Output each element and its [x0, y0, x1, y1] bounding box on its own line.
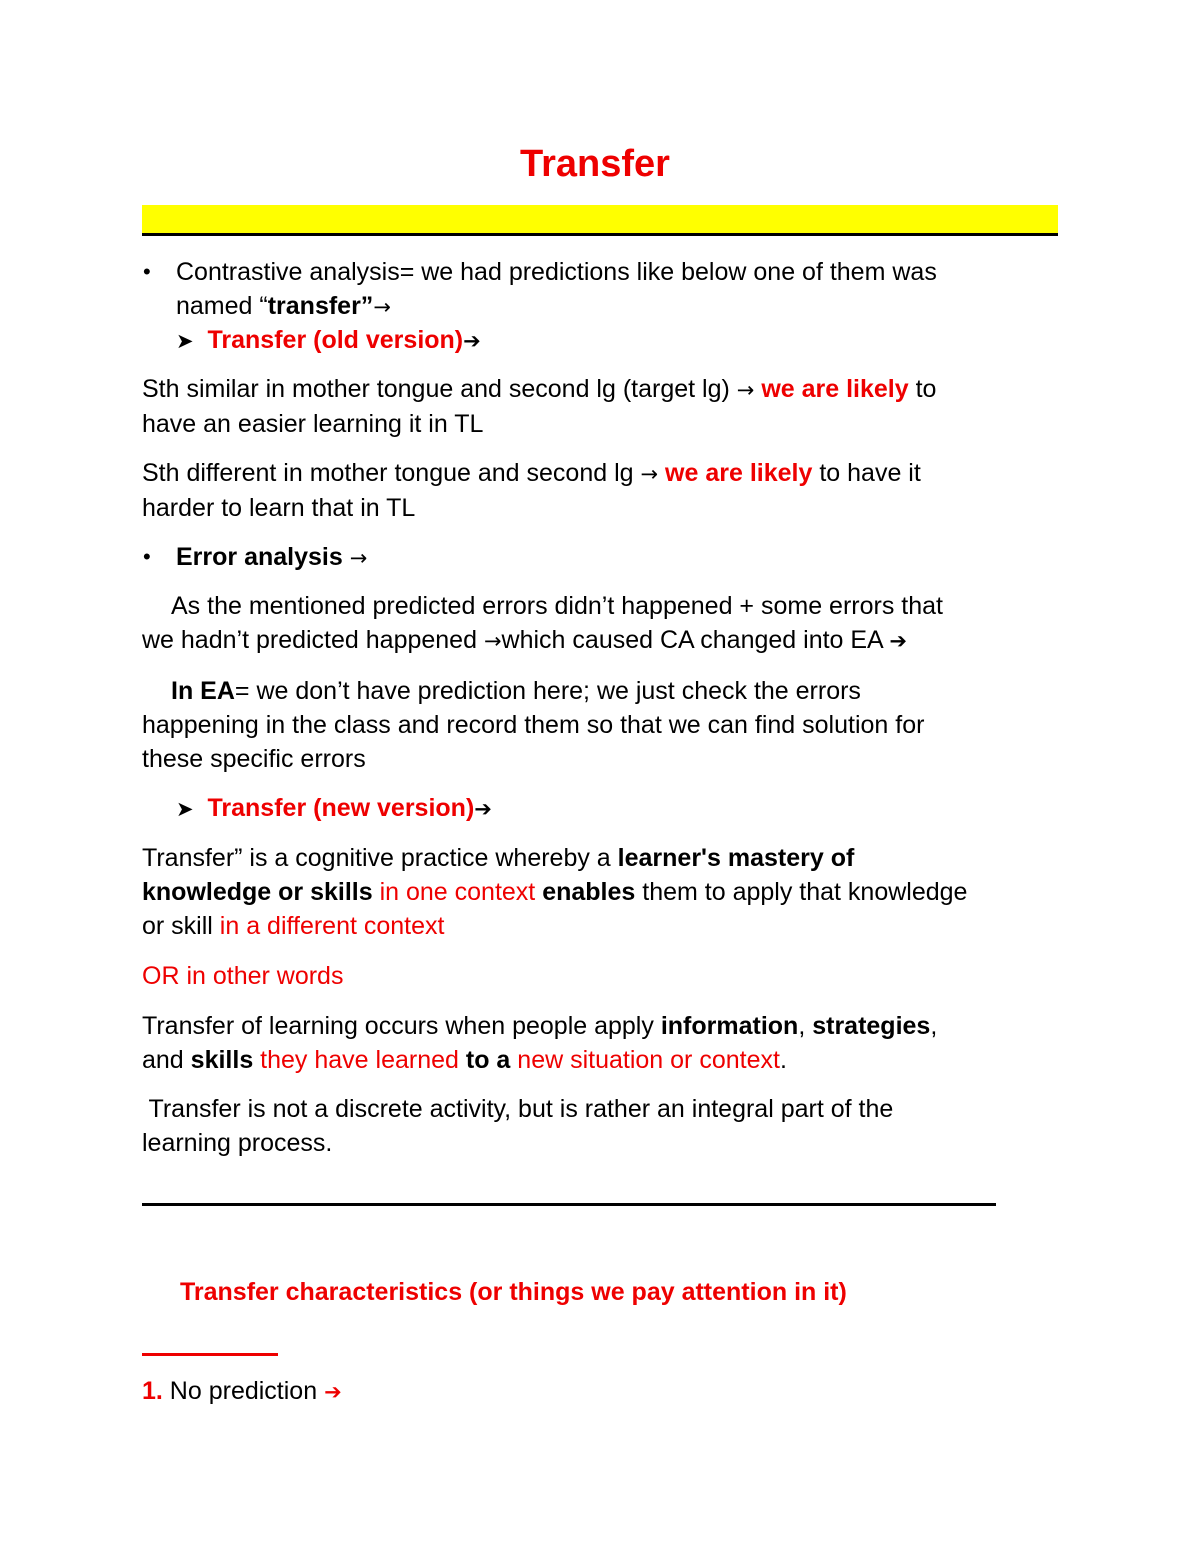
red-text: new situation or context	[510, 1046, 780, 1074]
horizontal-rule	[142, 1203, 996, 1206]
red-text: in one context	[372, 878, 543, 906]
definition-line1	[142, 841, 854, 875]
bold-text: strategies	[812, 1012, 931, 1040]
arrow-icon: ➔	[889, 629, 907, 653]
text: Sth similar in mother tongue and second lg (target lg)	[142, 375, 737, 403]
different-paragraph-line2: harder to learn that in TL	[142, 494, 416, 522]
arrow-icon: →	[736, 378, 755, 402]
similar-paragraph-line2: have an easier learning it in TL	[142, 410, 484, 438]
different-paragraph-line1	[142, 456, 921, 491]
mentioned-paragraph-line1: As the mentioned predicted errors didn’t happened + some errors that	[171, 592, 943, 620]
bullet-icon: •	[143, 259, 151, 284]
arrowhead-bullet-icon: ➤	[176, 329, 194, 353]
arrow-icon: →	[349, 546, 368, 570]
page-title: Transfer	[520, 143, 670, 185]
emphasis: we are likely	[658, 459, 813, 487]
contrastive-analysis-line1: Contrastive analysis= we had predictions like below one of them was	[176, 258, 937, 286]
text: ,	[798, 1012, 813, 1040]
text: Transfer” is a cognitive practice whereby a	[142, 844, 618, 872]
red-text: they have learned	[253, 1046, 466, 1074]
text: we hadn’t predicted happened	[142, 626, 484, 654]
arrow-icon: →	[640, 462, 659, 486]
in-ea-paragraph-line2: happening in the class and record them so that we can find solution for	[142, 711, 925, 739]
in-ea-paragraph-line1	[171, 674, 861, 708]
item-number: 1.	[142, 1377, 163, 1405]
error-analysis-label: Error analysis	[176, 543, 343, 571]
horizontal-rule	[142, 233, 1058, 236]
arrow-icon: ➔	[463, 329, 481, 353]
bold-text: knowledge or skills	[142, 878, 373, 906]
error-analysis-heading	[176, 540, 367, 575]
highlight-bar	[142, 205, 1058, 233]
emphasis: we are likely	[754, 375, 909, 403]
list-item-1	[142, 1374, 342, 1409]
subheading-new-version	[176, 791, 492, 826]
integral-paragraph-line2: learning process.	[142, 1129, 333, 1157]
learning-paragraph-line2	[142, 1043, 787, 1077]
text: or skill	[142, 912, 220, 940]
arrow-icon: ➔	[324, 1380, 342, 1404]
learning-paragraph-line1	[142, 1009, 937, 1043]
bold-text: to a	[465, 1046, 511, 1074]
text: to	[908, 375, 937, 403]
text: .	[779, 1046, 787, 1074]
text: Sth different in mother tongue and second lg	[142, 459, 641, 487]
in-ea-paragraph-line3: these specific errors	[142, 745, 366, 773]
red-rule	[142, 1353, 278, 1356]
text: ,	[930, 1012, 938, 1040]
integral-paragraph-line1: Transfer is not a discrete activity, but is rather an integral part of the	[142, 1095, 894, 1123]
similar-paragraph-line1	[142, 372, 936, 407]
text: to have it	[812, 459, 921, 487]
new-version-label: Transfer (new version)	[207, 794, 475, 822]
arrowhead-bullet-icon: ➤	[176, 797, 194, 821]
text: which caused CA changed into EA	[501, 626, 890, 654]
text: = we don’t have prediction here; we just check the errors	[234, 677, 861, 705]
red-text: in a different context	[219, 912, 445, 940]
bullet-icon: •	[143, 544, 151, 569]
transfer-term: transfer”	[267, 292, 374, 320]
text: named “	[176, 292, 268, 320]
arrow-icon: →	[483, 629, 502, 653]
contrastive-analysis-line2	[176, 289, 391, 324]
arrow-icon: ➔	[474, 797, 492, 821]
subheading-old-version	[176, 323, 481, 358]
bold-text: enables	[542, 878, 636, 906]
bold-text: learner's mastery of	[617, 844, 855, 872]
bold-text: information	[660, 1012, 799, 1040]
or-in-other-words: OR in other words	[142, 962, 344, 990]
in-ea-term: In EA	[171, 677, 235, 705]
characteristics-heading: Transfer characteristics (or things we pay attention in it)	[180, 1278, 847, 1306]
item-text: No prediction	[162, 1377, 325, 1405]
text: them to apply that knowledge	[635, 878, 968, 906]
definition-line3	[142, 909, 444, 943]
mentioned-paragraph-line2	[142, 623, 907, 658]
bold-text: skills	[190, 1046, 254, 1074]
arrow-icon: →	[373, 295, 391, 319]
text: Transfer of learning occurs when people apply	[142, 1012, 661, 1040]
text: and	[142, 1046, 191, 1074]
definition-line2	[142, 875, 967, 909]
old-version-label: Transfer (old version)	[207, 326, 464, 354]
